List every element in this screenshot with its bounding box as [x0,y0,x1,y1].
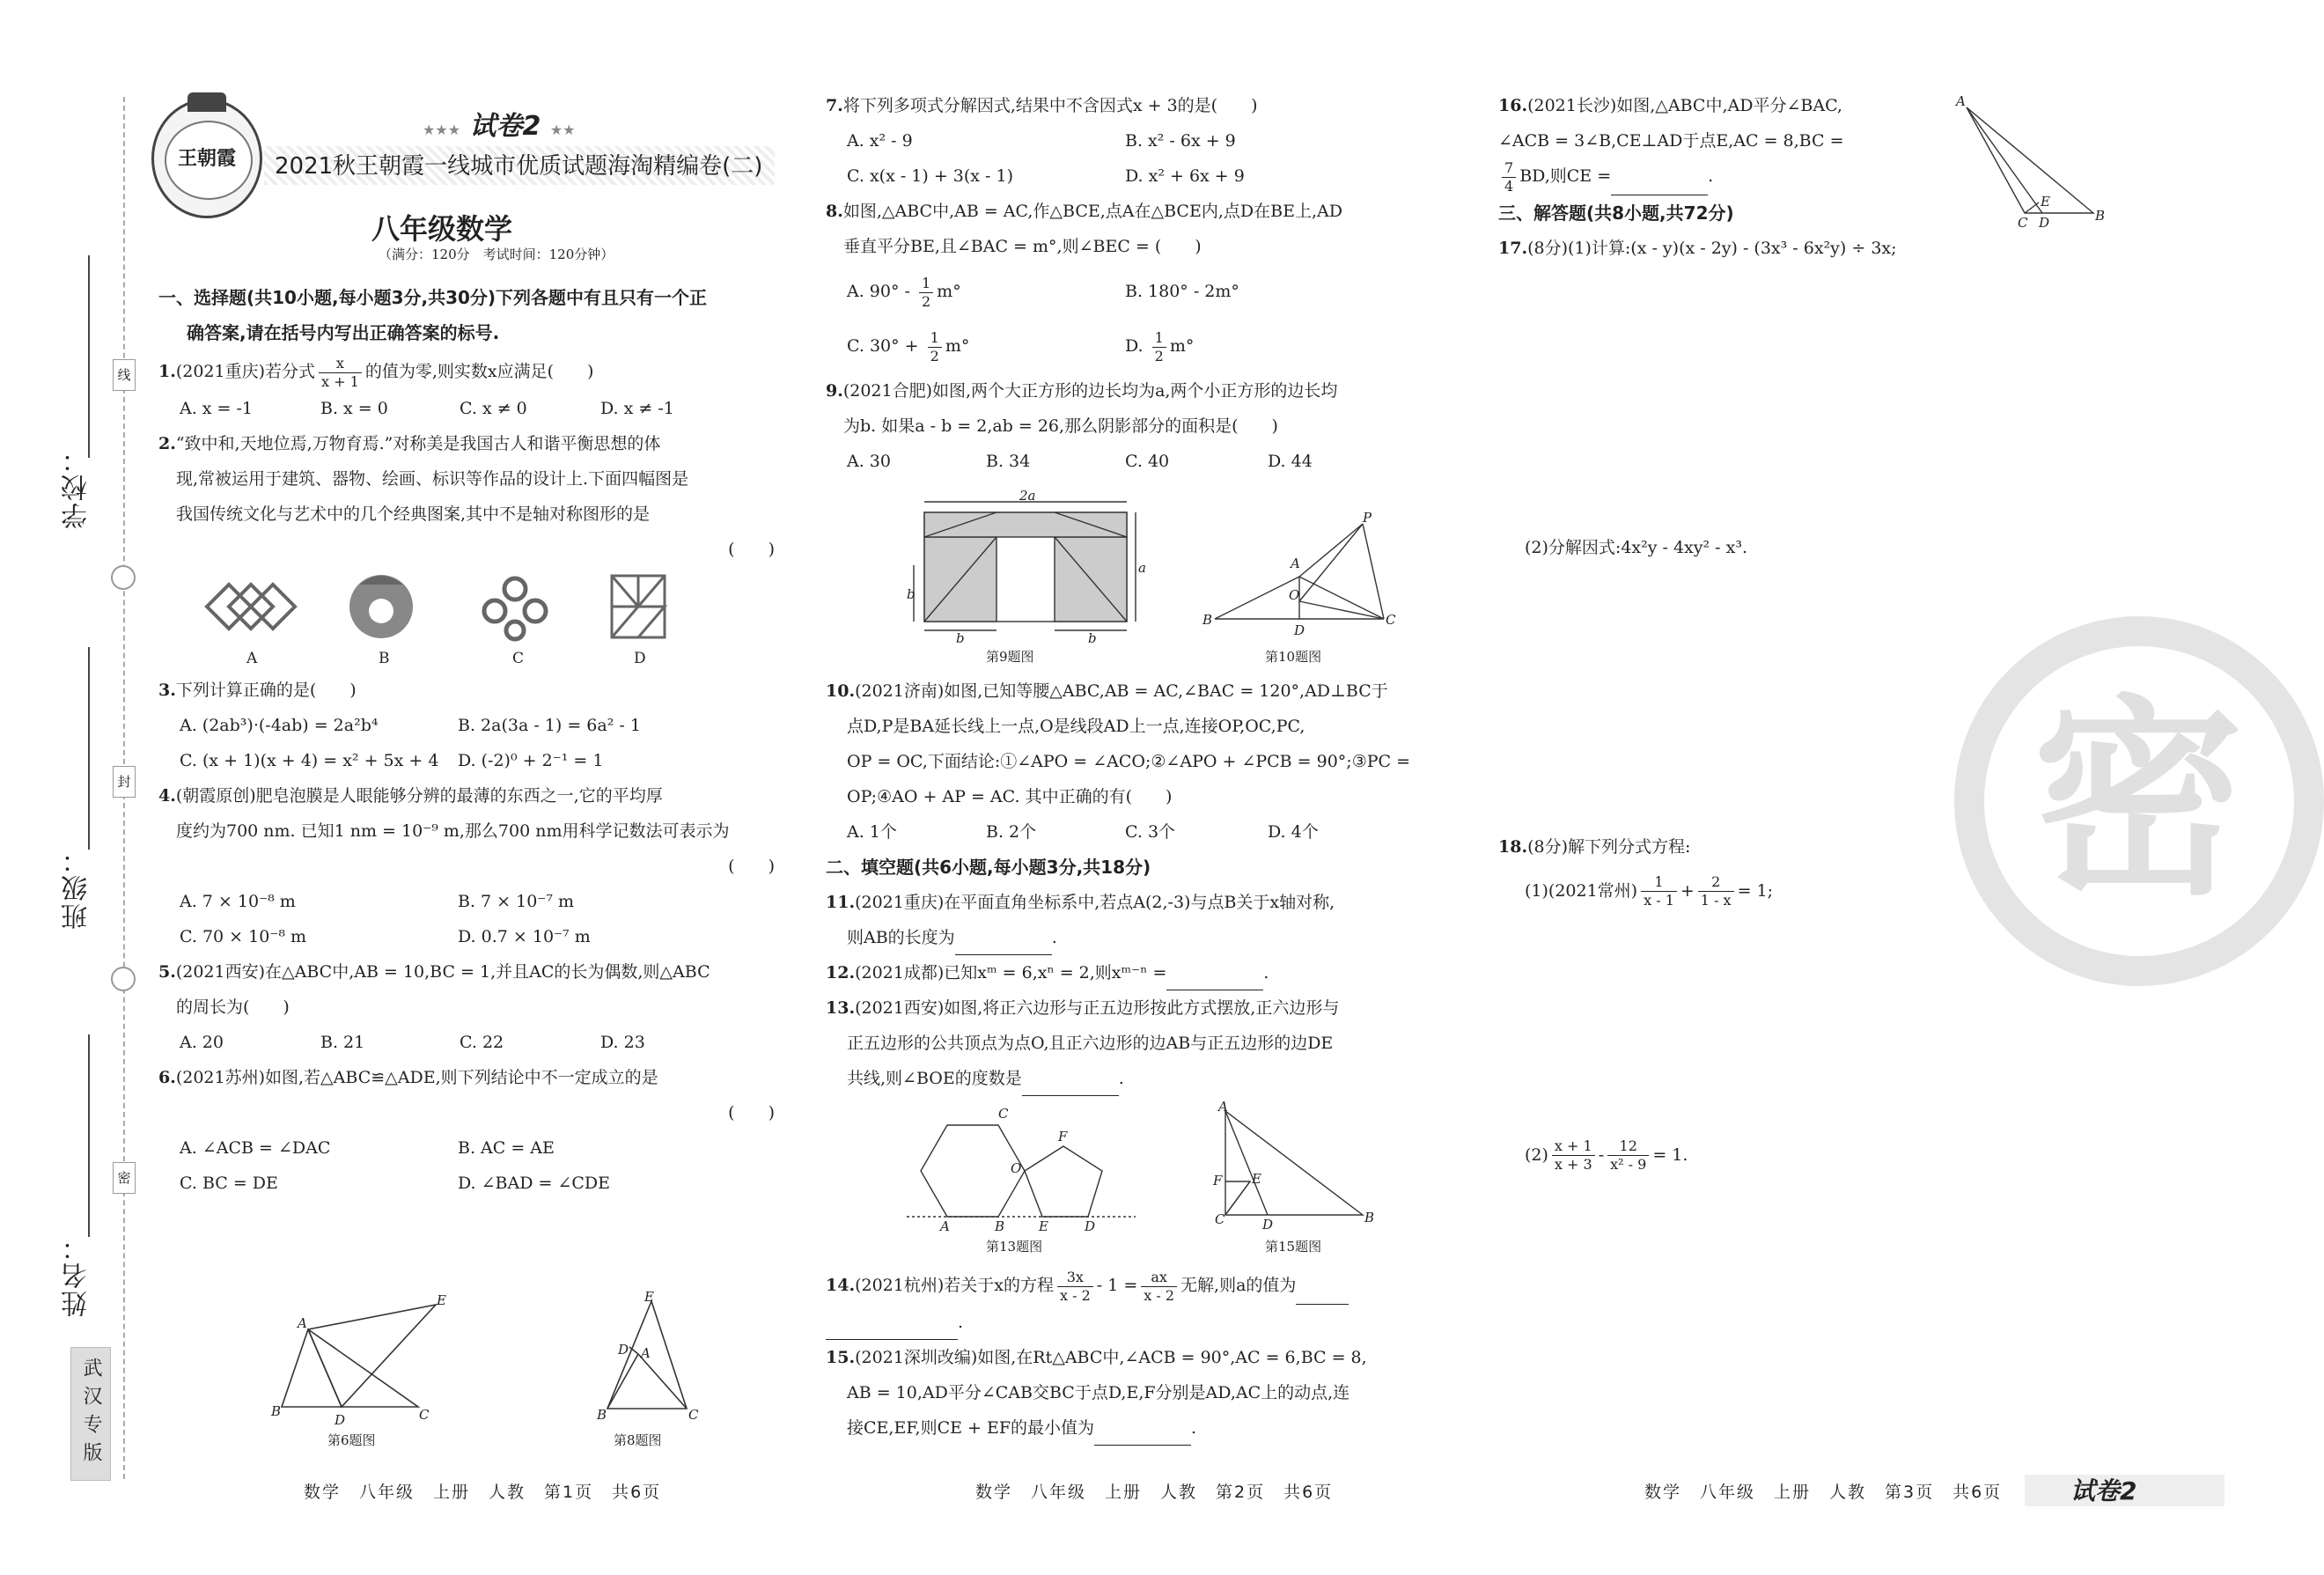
question-10: 10.(2021济南)如图,已知等腰△ABC,AB = AC,∠BAC = 120°,AD⊥BC于 点D,P是BA延长线上一点,O是线段AD上一点,连接OP,OC,PC, OP = OC,下面结论:①∠APO = ∠ACO;②∠APO + ∠PCB = 90°;③PC = OP;④AO + AP = AC. 其中正确的有( ) [826,681,1411,806]
answer-paren[interactable]: ( ) [728,856,775,876]
option[interactable]: C. x ≠ 0 [460,398,527,418]
figure-label: B [379,649,390,667]
option[interactable]: B. AC = AE [458,1137,555,1158]
answer-blank[interactable] [1094,1425,1191,1446]
binding-mark-mi: 密 [113,1162,136,1194]
q5-options [158,1025,792,1060]
option[interactable]: C. 40 [1125,452,1170,471]
svg-text:C: C [2018,215,2028,231]
question-16: 16.(2021长沙)如图,△ABC中,AD平分∠BAC, ∠ACB = 3∠B,CE⊥AD于点E,AC = 8,BC = $\frac{7}{4}$ BD,则CE = . [1498,96,1844,195]
section-3-heading: 三、解答题(共8小题,共72分) [1498,202,1734,224]
svg-text:D: D [335,1412,346,1428]
svg-text:B: B [1202,612,1213,628]
binding-mark-xian: 线 [113,359,136,391]
paper-label-top: ★★★ 试卷2 ★★ [423,111,576,142]
q6-options [158,1130,792,1201]
answer-blank[interactable] [1022,1076,1119,1096]
svg-text:D: D [1294,622,1305,638]
question-17-part1: 17.(8分)(1)计算:(x - y)(x - 2y) - (3x³ - 6x²y) ÷ 3x; [1498,238,1897,258]
q8-options [826,264,1460,373]
crown-icon [188,92,226,112]
svg-text:P: P [1363,510,1372,526]
svg-text:b: b [956,630,965,646]
svg-text:C: C [419,1407,430,1423]
brand-logo [151,99,262,218]
option[interactable]: C. x(x - 1) + 3(x - 1) [847,166,1013,186]
answer-space[interactable] [1498,917,1991,1129]
answer-blank[interactable] [955,935,1052,955]
figure-q10 [1197,510,1408,638]
answer-paren[interactable]: ( ) [728,539,775,559]
question-3: 3.下列计算正确的是( ) [158,680,357,700]
option[interactable]: C. (x + 1)(x + 4) = x² + 5x + 4 [180,750,439,770]
svg-text:E: E [644,1289,654,1305]
figure-q15 [1206,1100,1382,1233]
svg-text:E: E [1252,1171,1261,1187]
svg-text:F: F [1213,1173,1223,1189]
option[interactable]: A. 30 [847,452,891,471]
school-label: 学校： [62,445,92,529]
svg-text:C: C [688,1407,699,1423]
figure-caption: 第8题图 [614,1432,662,1448]
question-4: 4.(朝霞原创)肥皂泡膜是人眼能够分辨的最薄的东西之一,它的平均厚 度约为700 nm. 已知1 nm = 10⁻⁹ m,那么700 nm用科学记数法可表示为 [158,785,730,841]
option[interactable]: D. $\frac{1}{2}$ m° [1125,328,1195,364]
option[interactable]: A. (2ab³)·(-4ab) = 2a²b⁴ [180,715,379,735]
binding-hole [111,565,136,590]
figure-label: C [512,649,525,667]
question-12: 12.(2021成都)已知xᵐ = 6,xⁿ = 2,则xᵐ⁻ⁿ = . [826,955,1460,990]
pinwheel-pattern-icon [607,571,669,642]
section-1-heading: 一、选择题(共10小题,每小题3分,共30分)下列各题中有且只有一个正 [158,287,708,308]
svg-text:b: b [907,586,916,602]
svg-text:E: E [2041,194,2050,210]
svg-text:E: E [1039,1218,1048,1234]
svg-text:O: O [1011,1160,1022,1176]
ornament-pattern-icon [342,567,421,646]
q4-options [158,884,792,954]
answer-paren[interactable]: ( ) [728,1102,775,1122]
option[interactable]: B. 2个 [986,822,1037,842]
q2-figures [158,567,792,673]
footer-page-2: 数学 八年级 上册 人教 第2页 共6页 [975,1483,1334,1502]
svg-text:B: B [597,1407,607,1423]
option[interactable]: A. 20 [180,1032,224,1052]
option[interactable]: A. x² - 9 [847,131,913,151]
question-11: 11.(2021重庆)在平面直角坐标系中,若点A(2,-3)与点B关于x轴对称, 则AB的长度为 . [826,885,1460,955]
figure-caption: 第6题图 [327,1432,376,1448]
question-5: 5.(2021西安)在△ABC中,AB = 10,BC = 1,并且AC的长为偶数,则△ABC 的周长为( ) [158,961,710,1017]
svg-text:D: D [618,1342,629,1358]
figure-q16 [1954,93,2106,231]
option[interactable]: A. 90° - $\frac{1}{2}$ m° [847,274,961,310]
exam-meta: （满分：120分 考试时间：120分钟） [379,247,614,262]
option[interactable]: D. (-2)⁰ + 2⁻¹ = 1 [458,750,604,770]
svg-text:D: D [2039,215,2050,231]
svg-text:B: B [995,1218,1005,1234]
option[interactable]: A. ∠ACB = ∠DAC [180,1137,331,1158]
figure-q8 [590,1289,704,1426]
svg-text:B: B [271,1403,282,1419]
footer-page-1: 数学 八年级 上册 人教 第1页 共6页 [304,1483,662,1502]
section-2-heading: 二、填空题(共6小题,每小题3分,共18分) [826,857,1151,878]
column-2-bottom [826,1268,1460,1446]
column-2-lower [826,673,1460,1096]
svg-text:A: A [641,1345,651,1361]
svg-text:A: A [1218,1099,1228,1115]
svg-text:C: C [1386,612,1396,628]
option[interactable]: D. x² + 6x + 9 [1125,166,1245,186]
footer-paper-tag: 试卷2 [2070,1476,2137,1505]
option[interactable]: D. 44 [1268,452,1313,471]
answer-blank[interactable] [1166,970,1263,990]
class-label: 班级： [62,845,92,930]
question-1: 1.(2021重庆)若分式 $\frac{x}{x + 1}$ 的值为零,则实数x应满足( ) [158,354,594,390]
logo-text: 王朝霞 [177,147,236,170]
option[interactable]: D. ∠BAD = ∠CDE [458,1173,611,1193]
column-3 [1498,88,1991,1181]
option[interactable]: A. x = -1 [180,398,254,418]
svg-text:O: O [1289,587,1300,603]
figure-caption: 第15题图 [1265,1239,1322,1255]
question-18-part1: (1)(2021常州) $\frac{1}{x - 1}$ + $\frac{2}{1 - x}$ = 1; [1525,873,1774,909]
option[interactable]: C. BC = DE [180,1173,278,1193]
question-18: 18.(8分)解下列分式方程: [1498,836,1691,857]
paper-title: 2021秋王朝霞一线城市优质试题海淘精编卷(二) [275,153,763,180]
svg-text:A: A [298,1315,307,1331]
option[interactable]: B. 21 [320,1032,365,1052]
figure-caption: 第10题图 [1265,649,1322,665]
column-2 [826,88,1460,479]
name-field[interactable] [88,1034,90,1237]
question-6: 6.(2021苏州)如图,若△ABC≌△ADE,则下列结论中不一定成立的是 [158,1067,658,1087]
option[interactable]: A. 7 × 10⁻⁸ m [180,891,296,911]
svg-text:B: B [2095,208,2106,224]
answer-blank[interactable] [1296,1284,1349,1305]
column-1 [158,280,792,1201]
option[interactable]: C. 30° + $\frac{1}{2}$ m° [847,328,970,364]
school-field[interactable] [88,255,90,458]
name-label: 姓名： [62,1233,92,1317]
svg-text:D: D [1262,1217,1274,1233]
question-2: 2.“致中和,天地位焉,万物育焉.”对称美是我国古人和谐平衡思想的体 现,常被运用于建筑、器物、绘画、标识等作品的设计上.下面四幅图是 我国传统文化与艺术中的几个经典图案,其中不是轴对称图形的是 [158,433,689,524]
option[interactable]: B. x² - 6x + 9 [1125,131,1236,151]
svg-text:b: b [1088,630,1097,646]
answer-space[interactable] [1498,565,1991,829]
question-8: 8.如图,△ABC中,AB = AC,作△BCE,点A在△BCE内,点D在BE上,AD 垂直平分BE,且∠BAC = m°,则∠BEC = ( ) [826,202,1342,256]
option[interactable]: C. 70 × 10⁻⁸ m [180,926,306,946]
class-field[interactable] [88,647,90,850]
question-18-part2: (2) $\frac{x + 1}{x + 3}$ - $\frac{12}{\text{x² - 9}}$ = 1. [1525,1137,1688,1173]
scroll-pattern-icon [475,567,555,646]
q9-options [826,444,1460,479]
svg-text:a: a [1138,560,1146,576]
option[interactable]: B. 7 × 10⁻⁷ m [458,891,575,911]
option[interactable]: D. 23 [600,1032,645,1052]
svg-text:B: B [1364,1210,1375,1225]
option[interactable]: A. 1个 [847,822,897,842]
figure-caption: 第13题图 [986,1239,1043,1255]
svg-text:C: C [1215,1211,1225,1227]
answer-space[interactable] [1498,266,1991,530]
figure-caption: 第9题图 [986,649,1034,665]
knot-pattern-icon [202,576,299,637]
option[interactable]: D. x ≠ -1 [600,398,674,418]
seal-watermark: 密 [1954,616,2324,986]
footer-page-3: 数学 八年级 上册 人教 第3页 共6页 [1644,1483,2003,1502]
figure-q9 [907,488,1146,646]
figure-q13 [907,1100,1144,1233]
q7-options [826,123,1460,194]
option[interactable]: B. 2a(3a - 1) = 6a² - 1 [458,715,641,735]
figure-q6 [264,1294,467,1426]
option[interactable]: B. 34 [986,452,1031,471]
binding-mark-feng: 封 [113,766,136,798]
answer-blank[interactable] [1611,175,1708,195]
svg-text:A: A [940,1218,950,1234]
q1-options [158,391,792,426]
question-17-part2: (2)分解因式:4x²y - 4xy² - x³. [1525,537,1747,557]
question-15: 15.(2021深圳改编)如图,在Rt△ABC中,∠ACB = 90°,AC = 6,BC = 8, AB = 10,AD平分∠CAB交BC于点D,E,F分别是AD,AC上的动点,连 接CE,EF,则CE + EF的最小值为 . [826,1340,1460,1446]
binding-hole [111,967,136,991]
figure-label: A [246,649,258,667]
option[interactable]: B. 180° - 2m° [1125,282,1239,301]
q3-options [158,708,792,778]
figure-label: D [634,649,646,667]
svg-text:E: E [437,1292,446,1308]
option[interactable]: D. 0.7 × 10⁻⁷ m [458,926,591,946]
q10-options [826,814,1460,850]
subject-title: 八年级数学 [371,212,513,246]
question-14: 14.(2021杭州)若关于x的方程 $\frac{3x}{x - 2}$ - 1 = $\frac{ax}{x - 2}$ 无解,则a的值为 . [826,1268,1460,1340]
svg-text:A: A [1291,556,1300,571]
svg-text:2a: 2a [1019,488,1036,504]
option[interactable]: D. 4个 [1268,822,1319,842]
answer-blank-cont[interactable] [826,1320,958,1340]
option[interactable]: C. 22 [460,1032,504,1052]
question-13: 13.(2021西安)如图,将正六边形与正五边形按此方式摆放,正六边形与 正五边形的公共顶点为点O,且正六边形的边AB与正五边形的边DE 共线,则∠BOE的度数是 . [826,990,1460,1096]
question-9: 9.(2021合肥)如图,两个大正方形的边长均为a,两个小正方形的边长均 为b. 如果a - b = 2,ab = 26,那么阴影部分的面积是( ) [826,381,1338,436]
svg-text:A: A [1956,93,1966,109]
option[interactable]: C. 3个 [1125,822,1176,842]
section-1-heading-cont: 确答案,请在括号内写出正确答案的标号. [187,322,500,343]
option[interactable]: B. x = 0 [320,398,388,418]
svg-text:C: C [998,1106,1009,1122]
svg-text:D: D [1085,1218,1096,1234]
edition-badge: 武汉专版 [70,1347,111,1481]
svg-text:F: F [1058,1129,1068,1144]
question-7: 7.将下列多项式分解因式,结果中不含因式x + 3的是( ) [826,96,1258,115]
